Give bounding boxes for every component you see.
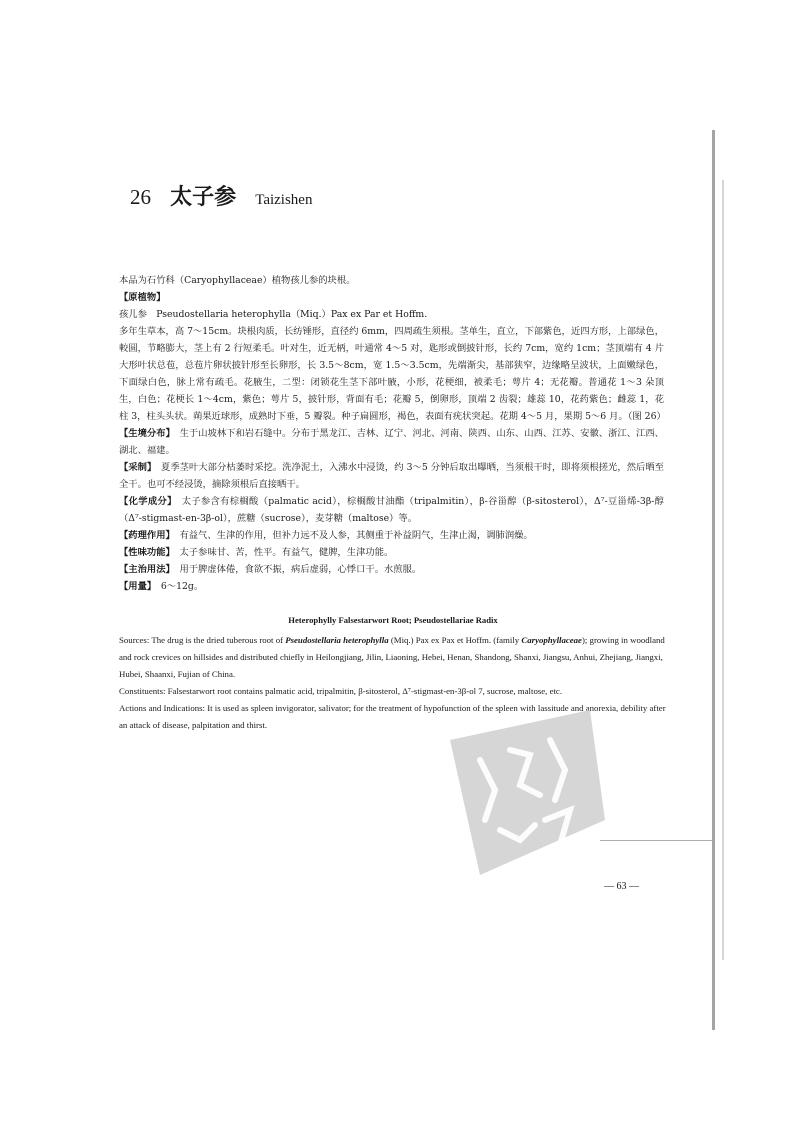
section-nature bbox=[119, 544, 664, 561]
actions-label: Actions and Indications: bbox=[119, 703, 205, 713]
page-edge-shadow-inner bbox=[722, 180, 724, 960]
plant-name-line: 孩儿参 Pseudostellaria heterophylla（Miq.）Pax ex Par et Hoffm. bbox=[119, 309, 428, 320]
library-seal-watermark bbox=[440, 700, 610, 880]
section-text: 太子参味甘、苦，性平。有益气，健脾，生津功能。 bbox=[179, 547, 394, 558]
section-processing bbox=[119, 459, 664, 493]
section-head: 【主治用法】 bbox=[119, 564, 171, 575]
page-edge-shadow bbox=[712, 130, 715, 1030]
section-dosage bbox=[119, 578, 664, 595]
constituents-label: Constituents: bbox=[119, 686, 166, 696]
sources-post: ); growing in woodland and rock crevices on hillsides and distributed chiefly in Heilongjiang, Jilin, Liaoning, Hebei, Henan, Shandong, Shanxi, Jiangsu, Anhui, Zhejiang, Jiangxi, Hubei, Shaanxi, Fujian of China. bbox=[119, 635, 665, 679]
page-number: — 63 — bbox=[604, 881, 639, 892]
sources-mid: (Miq.) Pax ex Pax et Hoffm. (family bbox=[390, 635, 520, 645]
section-pharmacology bbox=[119, 527, 664, 544]
entry-title-pinyin: Taizishen bbox=[255, 192, 313, 208]
section-text: 用于脾虚体倦，食欲不振，病后虚弱，心悸口干。水煎服。 bbox=[179, 564, 422, 575]
section-head: 【化学成分】 bbox=[119, 496, 173, 507]
english-sources bbox=[119, 632, 667, 683]
family-name: Caryophyllaceae bbox=[521, 635, 582, 645]
section-text: 太子参含有棕榈酸（palmatic acid），棕榈酸甘油酯（tripalmitin），β-谷甾醇（β-sitosterol），Δ⁷-豆甾烯-3β-醇（Δ⁷-stigmast-en-3β-ol），蔗糖（sucrose），麦芽糖（maltose）等。 bbox=[119, 496, 664, 524]
sources-label: Sources: bbox=[119, 635, 150, 645]
section-text: 夏季茎叶大部分枯萎时采挖。洗净泥土，入沸水中浸烫，约 3～5 分钟后取出曝晒，当须根干时，即将须根搓光，然后晒至全干。也可不经浸烫，摘除须根后直接晒干。 bbox=[119, 462, 664, 490]
section-habitat bbox=[119, 425, 664, 459]
entry-title-chinese: 太子参 bbox=[170, 185, 237, 210]
plant-description: 多年生草本，高 7～15cm。块根肉质，长纺锤形，直径约 6mm，四周疏生须根。茎单生，直立，下部紫色，近四方形，上部绿色，較圆，节略膨大，茎上有 2 行短柔毛。叶对生，近无柄，叶通常 4～5 对，匙形或倒披针形，长约 7cm，宽约 1cm；茎顶端有 4 片大形叶状总苞，总苞片卵状披针形至长卵形，长 3.5～8cm，宽 1.5～3.5cm，先端渐尖，基部狭窄，边缘略呈波状，上面嫩绿色，下面绿白色，脉上常有疏毛。花腋生，二型：闭锁花生茎下部叶腋，小形，花梗细，被柔毛；萼片 4；无花瓣。普通花 1～3 朵顶生，白色；花梗长 1～4cm，紫色；萼片 5，披针形，背面有毛；花瓣 5，倒卵形，顶端 2 齿裂；雄蕊 10，花药紫色；雌蕊 1，花柱 3，柱头头状。蒴果近球形，成熟时下垂，5 瓣裂。种子扁圆形，褐色，表面有疣状突起。花期 4～5 月，果期 5～6 月。（图 26） bbox=[119, 326, 666, 422]
section-head: 【生境分布】 bbox=[119, 428, 171, 439]
section-plant bbox=[119, 289, 664, 306]
section-text: 6～12g。 bbox=[160, 581, 204, 592]
species-name: Pseudostellaria heterophylla bbox=[285, 635, 389, 645]
actions-text: It is used as spleen invigorator, salivator; for the treatment of hypofunction of the spleen with lassitude and anorexia, debility after an attack of disease, palpitation and thirst. bbox=[119, 703, 666, 730]
section-head: 【药理作用】 bbox=[119, 530, 171, 541]
section-text: 生于山坡林下和岩石缝中。分布于黑龙江、吉林、辽宁、河北、河南、陕西、山东、山西、江苏、安徽、浙江、江西、湖北、福建。 bbox=[119, 428, 664, 456]
section-text: 有益气、生津的作用，但补力远不及人参，其侧重于补益阴气，生津止渴，调肺润燥。 bbox=[179, 530, 533, 541]
section-head: 【采制】 bbox=[119, 462, 152, 473]
sources-pre: The drug is the dried tuberous root of bbox=[151, 635, 284, 645]
entry-heading bbox=[130, 180, 312, 211]
entry-number: 26 bbox=[130, 185, 151, 209]
section-head: 【性味功能】 bbox=[119, 547, 171, 558]
section-chemistry bbox=[119, 493, 664, 527]
intro-paragraph: 本品为石竹科（Caryophyllaceae）植物孩儿参的块根。 bbox=[119, 275, 356, 286]
section-head: 【用量】 bbox=[119, 581, 152, 592]
english-title: Heterophylly Falsestarwort Root; Pseudostellariae Radix bbox=[288, 615, 498, 625]
english-constituents bbox=[119, 683, 667, 700]
section-usage bbox=[119, 561, 664, 578]
chinese-text-body bbox=[119, 272, 664, 595]
constituents-text: Falsestarwort root contains palmatic acid, tripalmitin, β-sitosterol, Δ⁷-stigmast-en-3β-ol 7, sucrose, maltose, etc. bbox=[167, 686, 563, 696]
footer-rule bbox=[600, 840, 712, 841]
section-head: 【原植物】 bbox=[119, 292, 166, 303]
